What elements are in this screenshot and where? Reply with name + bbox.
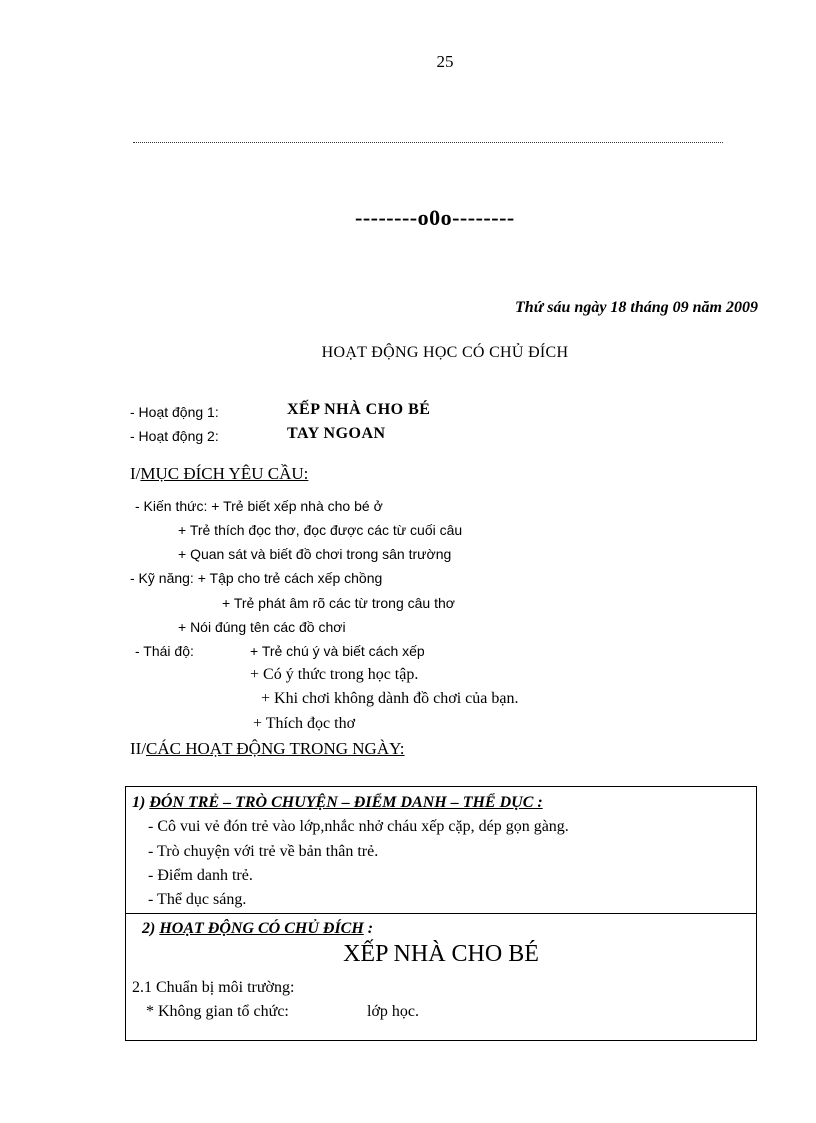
box-1-line-4: - Thể dục sáng. xyxy=(148,891,247,908)
page-number: 25 xyxy=(436,52,454,71)
lesson-title: XẾP NHÀ CHO BÉ xyxy=(343,941,539,967)
attitude-line-4: + Thích đọc thơ xyxy=(253,715,356,732)
space-label: * Không gian tổ chức: xyxy=(146,1003,289,1020)
skill-line-1: - Kỹ năng: + Tập cho trẻ cách xếp chồng xyxy=(130,570,383,586)
activity-2-value: TAY NGOAN xyxy=(287,425,386,442)
section-1-prefix: I/ xyxy=(130,464,141,483)
dotted-rule xyxy=(133,142,723,143)
activity-1-label: - Hoạt động 1: xyxy=(130,404,219,420)
box-2-number: 2) xyxy=(142,920,156,937)
box-1-line-3: - Điểm danh trẻ. xyxy=(148,867,253,884)
space-value: lớp học. xyxy=(367,1003,420,1020)
box-2-subheading: 2.1 Chuẩn bị môi trường: xyxy=(132,979,295,996)
box-1-line-2: - Trò chuyện với trẻ về bản thân trẻ. xyxy=(148,843,379,860)
box-2-title: HOẠT ĐỘNG CÓ CHỦ ĐÍCH xyxy=(159,920,364,937)
box-2-heading xyxy=(142,920,373,938)
section-title: HOẠT ĐỘNG HỌC CÓ CHỦ ĐÍCH xyxy=(321,344,569,361)
section-2-prefix: II/ xyxy=(130,739,147,758)
box-1-line-1: - Cô vui vẻ đón trẻ vào lớp,nhắc nhở cháu xếp cặp, dép gọn gàng. xyxy=(148,818,569,835)
section-1-heading xyxy=(130,464,308,484)
date-line: Thứ sáu ngày 18 tháng 09 năm 2009 xyxy=(515,299,758,316)
knowledge-line-2: + Trẻ thích đọc thơ, đọc được các từ cuối câu xyxy=(178,522,463,538)
skill-line-3: + Nói đúng tên các đồ chơi xyxy=(178,619,346,635)
box-1-heading xyxy=(132,794,543,812)
section-1-title: MỤC ĐÍCH YÊU CẦU: xyxy=(140,464,309,483)
knowledge-line-3: + Quan sát và biết đồ chơi trong sân trường xyxy=(178,546,452,562)
attitude-label: - Thái độ: xyxy=(135,643,194,659)
attitude-line-2: + Có ý thức trong học tập. xyxy=(250,666,419,683)
activity-2-label: - Hoạt động 2: xyxy=(130,428,219,444)
activity-1-value: XẾP NHÀ CHO BÉ xyxy=(287,401,431,418)
section-2-heading xyxy=(130,739,405,759)
attitude-line-1: + Trẻ chú ý và biết cách xếp xyxy=(250,643,425,659)
section-2-title: CÁC HOẠT ĐỘNG TRONG NGÀY: xyxy=(146,739,405,758)
box-1-title: ĐÓN TRẺ – TRÒ CHUYỆN – ĐIỂM DANH – THỂ DỤC : xyxy=(149,794,543,811)
knowledge-line-1: - Kiến thức: + Trẻ biết xếp nhà cho bé ở xyxy=(135,498,383,514)
box-2-suffix: : xyxy=(363,920,374,937)
separator: --------o0o-------- xyxy=(355,205,515,230)
skill-line-2: + Trẻ phát âm rõ các từ trong câu thơ xyxy=(222,595,455,611)
attitude-line-3: + Khi chơi không dành đồ chơi của bạn. xyxy=(261,690,519,707)
box-1-number: 1) xyxy=(132,794,146,811)
